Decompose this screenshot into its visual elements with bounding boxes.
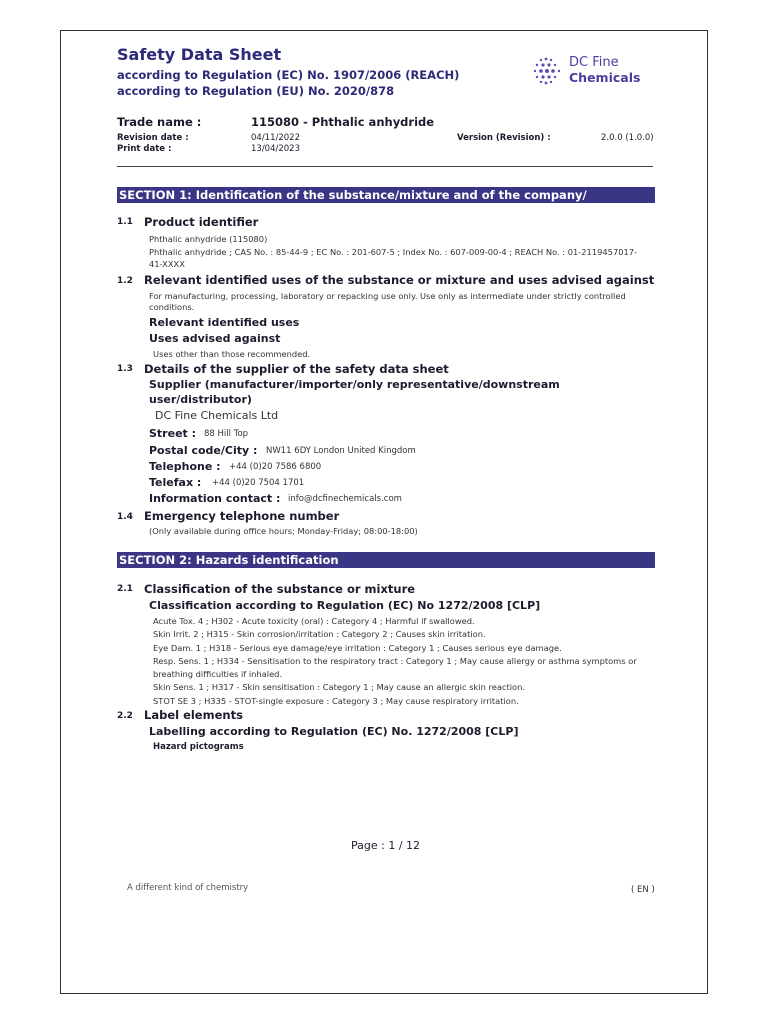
company-name: DC Fine Chemicals Ltd <box>155 409 279 422</box>
trade-name-value: 115080 - Phthalic anhydride <box>251 115 435 129</box>
subsection-title: Label elements <box>144 708 243 722</box>
supplier-heading-cont: user/distributor) <box>149 393 252 406</box>
revision-date-value: 04/11/2022 <box>251 133 300 143</box>
uses-text-line: For manufacturing, processing, laboratory or repacking use only. Use only as intermediate under strictly controlled <box>149 291 626 301</box>
hazard-line: Skin Sens. 1 ; H317 - Skin sensitisation : Category 1 ; May cause an allergic skin reaction. <box>153 682 526 693</box>
uses-advised-against-text: Uses other than those recommended. <box>153 349 311 359</box>
supplier-heading: Supplier (manufacturer/importer/only representative/downstream <box>149 378 560 391</box>
product-identifiers-line: Phthalic anhydride ; CAS No. : 85-44-9 ; EC No. : 201-607-5 ; Index No. : 607-009-00-4 ; REACH No. : 01-2119457017- <box>149 247 638 257</box>
print-date-label: Print date : <box>117 144 172 154</box>
postal-label: Postal code/City : <box>149 444 258 457</box>
hazard-pictograms-heading: Hazard pictograms <box>153 742 244 752</box>
subsection-title: Classification of the substance or mixture <box>144 582 416 596</box>
section-2-header: SECTION 2: Hazards identification <box>117 552 655 568</box>
hazard-line: Resp. Sens. 1 ; H334 - Sensitisation to the respiratory tract : Category 1 ; May cause allergy or asthma symptoms or <box>153 655 637 666</box>
clp-classification-heading: Classification according to Regulation (EC) No 1272/2008 [CLP] <box>149 599 541 612</box>
subsection-title: Product identifier <box>144 215 259 229</box>
language-indicator: ( EN ) <box>631 885 655 895</box>
logo-text-line1: DC Fine <box>569 55 619 70</box>
company-logo <box>533 55 653 89</box>
hazard-line: Skin Irrit. 2 ; H315 - Skin corrosion/irritation : Category 2 ; Causes skin irritation. <box>153 629 486 640</box>
telefax-label: Telefax : <box>149 476 202 489</box>
section-number: 1.4 <box>117 512 133 522</box>
section-number: 2.1 <box>117 584 133 594</box>
info-contact-email[interactable]: info@dcfinechemicals.com <box>288 494 402 504</box>
emergency-hours-text: (Only available during office hours; Monday-Friday; 08:00-18:00) <box>149 526 418 536</box>
header-divider <box>117 166 653 167</box>
subsection-title: Relevant identified uses of the substance or mixture and uses advised against <box>144 273 655 287</box>
section-number: 1.2 <box>117 276 133 286</box>
section-number: 1.3 <box>117 364 133 374</box>
document-title: Safety Data Sheet <box>117 45 282 64</box>
hazard-line: Acute Tox. 4 ; H302 - Acute toxicity (oral) : Category 4 ; Harmful if swallowed. <box>153 616 475 626</box>
subsection-title: Emergency telephone number <box>144 509 340 523</box>
logo-dots-icon <box>533 57 563 85</box>
page-number: Page : 1 / 12 <box>351 839 421 852</box>
footer-tagline: A different kind of chemistry <box>127 883 249 893</box>
telephone-value: +44 (0)20 7586 6800 <box>229 462 322 472</box>
hazard-line: Eye Dam. 1 ; H318 - Serious eye damage/eye irritation : Category 1 ; Causes serious eye damage. <box>153 642 562 653</box>
street-value: 88 Hill Top <box>204 429 249 439</box>
section-number: 2.2 <box>117 711 133 721</box>
document-page <box>60 30 708 994</box>
regulation-line-1: according to Regulation (EC) No. 1907/2006 (REACH) <box>117 68 460 82</box>
section-1-header: SECTION 1: Identification of the substance/mixture and of the company/ undertaking <box>117 187 655 203</box>
product-name-line: Phthalic anhydride (115080) <box>149 234 268 244</box>
revision-date-label: Revision date : <box>117 133 189 143</box>
section-number: 1.1 <box>117 217 133 227</box>
product-identifiers-line-cont: 41-XXXX <box>149 259 185 269</box>
telephone-label: Telephone : <box>149 460 221 473</box>
regulation-line-2: according to Regulation (EU) No. 2020/878 <box>117 84 395 98</box>
print-date-value: 13/04/2023 <box>251 144 300 154</box>
hazard-line: STOT SE 3 ; H335 - STOT-single exposure : Category 3 ; May cause respiratory irritation. <box>153 695 519 706</box>
uses-advised-against-heading: Uses advised against <box>149 332 281 345</box>
logo-text-line2: Chemicals <box>569 70 641 85</box>
relevant-uses-heading: Relevant identified uses <box>149 316 300 329</box>
street-label: Street : <box>149 427 197 440</box>
uses-text-line-cont: conditions. <box>149 302 195 312</box>
trade-name-label: Trade name : <box>117 115 202 129</box>
version-value: 2.0.0 (1.0.0) <box>601 133 654 143</box>
version-label: Version (Revision) : <box>457 133 551 143</box>
info-contact-label: Information contact : <box>149 492 281 505</box>
telefax-value: +44 (0)20 7504 1701 <box>212 478 305 488</box>
hazard-line: breathing difficulties if inhaled. <box>153 669 283 680</box>
labelling-heading: Labelling according to Regulation (EC) No. 1272/2008 [CLP] <box>149 725 519 738</box>
hazard-classification-list <box>153 615 637 708</box>
postal-value: NW11 6DY London United Kingdom <box>266 446 416 456</box>
subsection-title: Details of the supplier of the safety data sheet <box>144 362 449 376</box>
